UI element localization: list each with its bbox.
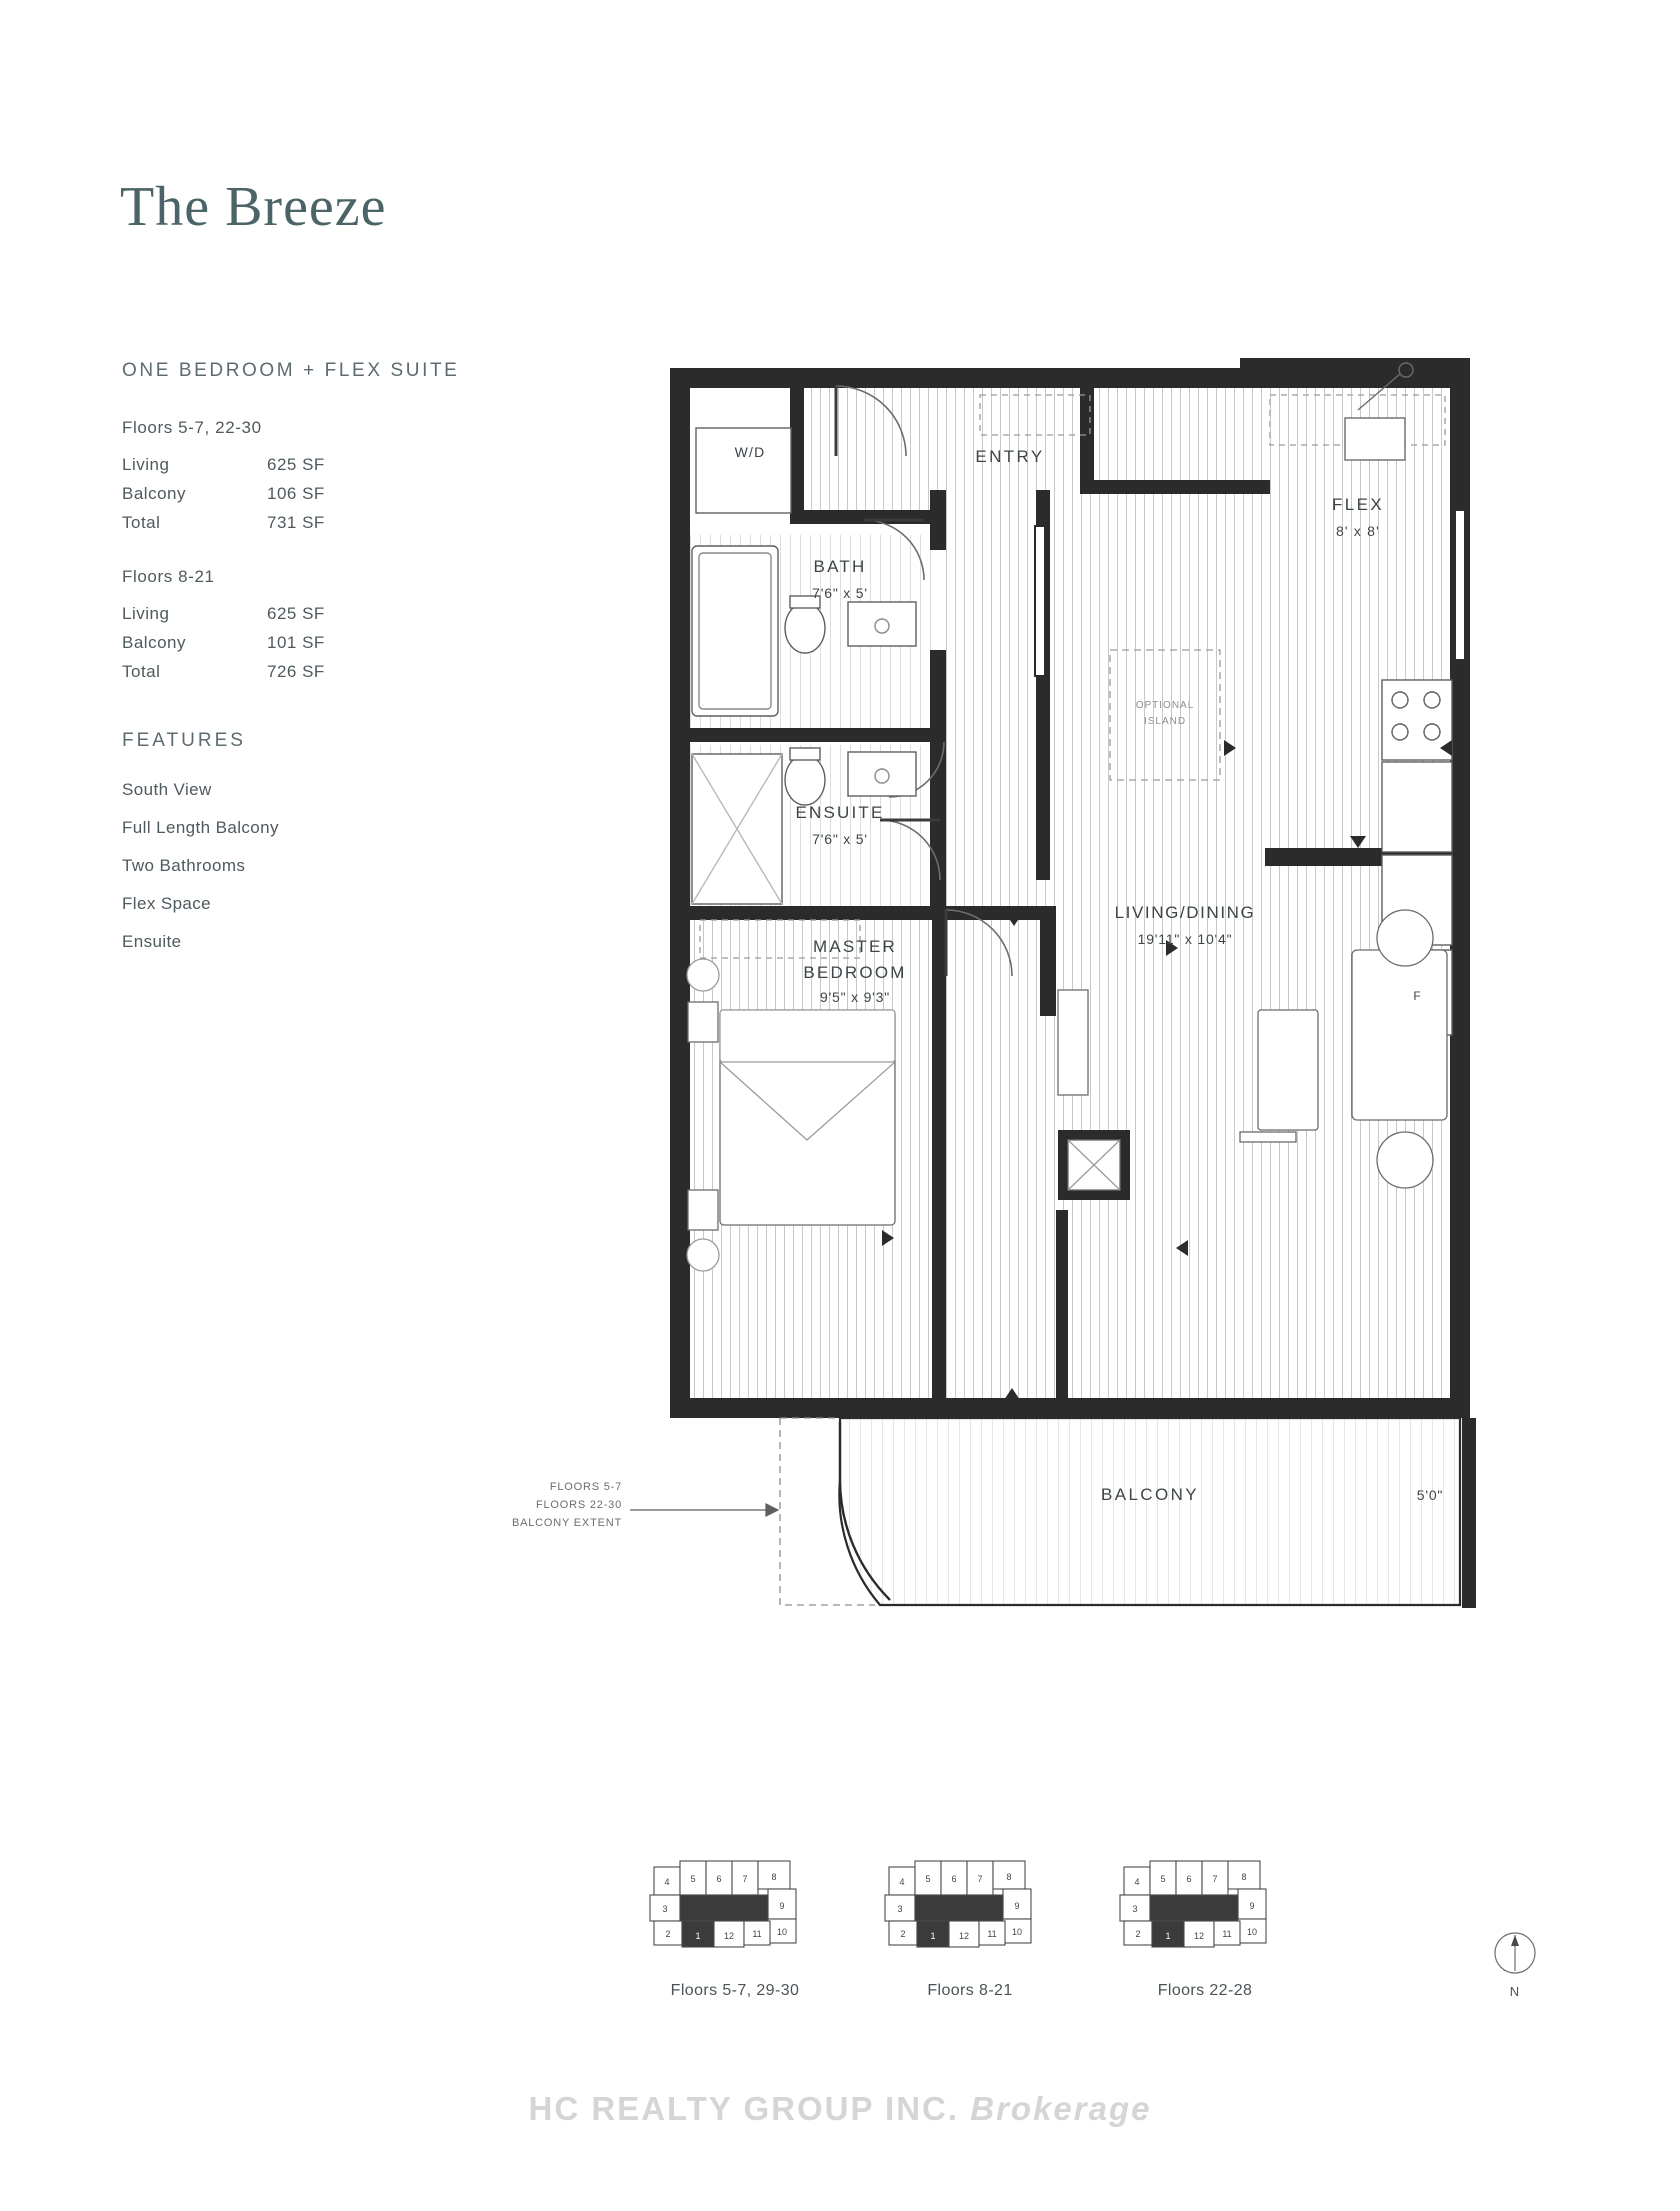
floor-group-1-label: Floors 5-7, 22-30 (122, 418, 262, 437)
label-island-1: OPTIONAL (1135, 700, 1195, 711)
svg-text:3: 3 (662, 1904, 668, 1914)
label-bath: BATH (813, 557, 867, 576)
svg-text:12: 12 (1193, 1931, 1205, 1941)
svg-text:8: 8 (771, 1872, 777, 1882)
svg-text:9: 9 (1249, 1901, 1255, 1911)
svg-text:1: 1 (695, 1931, 701, 1941)
label-balcony: BALCONY (1100, 1485, 1200, 1504)
area-value: 625 SF (267, 604, 325, 623)
svg-text:6: 6 (1186, 1874, 1192, 1884)
feature-item: Ensuite (122, 932, 182, 951)
area-row (122, 513, 482, 533)
svg-text:4: 4 (1134, 1877, 1140, 1887)
key-plate-3-caption: Floors 22-28 (1157, 1982, 1253, 1999)
balcony-outline (780, 1418, 1476, 1608)
svg-text:8: 8 (1241, 1872, 1247, 1882)
balcony-note-leader (630, 1504, 778, 1516)
floor-group-2 (122, 567, 482, 682)
label-island-2: ISLAND (1143, 716, 1187, 727)
area-key: Total (122, 513, 161, 532)
label-balcony-note-3: BALCONY EXTENT (511, 1517, 622, 1529)
floor-plan-drawing (511, 350, 1560, 1770)
svg-text:1: 1 (1165, 1931, 1171, 1941)
watermark-main: HC REALTY GROUP INC. (528, 2090, 960, 2127)
svg-text:7: 7 (742, 1874, 748, 1884)
area-row (122, 604, 482, 624)
area-value: 726 SF (267, 662, 325, 681)
svg-text:11: 11 (752, 1929, 762, 1939)
area-value: 101 SF (267, 633, 325, 652)
feature-item: Two Bathrooms (122, 856, 246, 875)
label-balcony-note-2: FLOORS 22-30 (535, 1499, 622, 1511)
compass-rose (1480, 1930, 1550, 1999)
svg-text:10: 10 (776, 1927, 788, 1937)
compass-icon (1492, 1930, 1538, 1976)
label-balcony-note-1: FLOORS 5-7 (549, 1481, 622, 1493)
area-value: 106 SF (267, 484, 325, 503)
svg-text:12: 12 (958, 1931, 970, 1941)
area-key: Living (122, 604, 170, 623)
label-balcony-depth: 5'0" (1416, 1487, 1444, 1503)
svg-text:8: 8 (1006, 1872, 1012, 1882)
svg-text:9: 9 (1014, 1901, 1020, 1911)
label-flex: FLEX (1331, 495, 1385, 514)
area-key: Balcony (122, 484, 186, 503)
label-master-dims: 9'5" x 9'3" (819, 989, 891, 1005)
label-living: LIVING/DINING (1114, 903, 1256, 922)
svg-text:1: 1 (930, 1931, 936, 1941)
svg-text:10: 10 (1011, 1927, 1023, 1937)
watermark (0, 2090, 1680, 2128)
svg-text:7: 7 (1212, 1874, 1218, 1884)
svg-text:4: 4 (664, 1877, 670, 1887)
feature-item: Flex Space (122, 894, 212, 913)
area-key: Living (122, 455, 170, 474)
svg-text:3: 3 (1132, 1904, 1138, 1914)
watermark-italic: Brokerage (970, 2090, 1152, 2127)
label-entry: ENTRY (975, 447, 1045, 466)
svg-text:10: 10 (1246, 1927, 1258, 1937)
label-wd: W/D (734, 444, 766, 460)
area-key: Total (122, 662, 161, 681)
label-master-1: MASTER (812, 937, 898, 956)
area-value: 731 SF (267, 513, 325, 532)
svg-text:5: 5 (925, 1874, 931, 1884)
floor-group-2-label: Floors 8-21 (122, 567, 215, 586)
area-key: Balcony (122, 633, 186, 652)
svg-text:2: 2 (900, 1929, 906, 1939)
compass-north-label: N (1509, 1984, 1521, 1999)
page-title: The Breeze (120, 176, 387, 238)
area-row (122, 662, 482, 682)
label-master-2: BEDROOM (803, 963, 907, 982)
key-plate-1-caption: Floors 5-7, 29-30 (670, 1982, 800, 1999)
label-bath-dims: 7'6" x 5' (812, 585, 868, 601)
svg-text:12: 12 (723, 1931, 735, 1941)
area-row (122, 484, 482, 504)
label-fridge: F (1413, 989, 1421, 1003)
area-value: 625 SF (267, 455, 325, 474)
svg-text:2: 2 (665, 1929, 671, 1939)
features-heading: FEATURES (122, 730, 246, 751)
feature-item: South View (122, 780, 212, 799)
key-plate-2-caption: Floors 8-21 (927, 1982, 1013, 1999)
area-row (122, 633, 482, 653)
key-plate-2 (875, 1855, 1065, 2000)
svg-text:7: 7 (977, 1874, 983, 1884)
floor-group-1 (122, 418, 482, 533)
suite-info-panel (122, 360, 482, 970)
svg-text:3: 3 (897, 1904, 903, 1914)
key-plate-group (600, 1855, 1420, 2055)
label-living-dims: 19'11" x 10'4" (1137, 931, 1233, 947)
svg-text:5: 5 (1160, 1874, 1166, 1884)
svg-text:5: 5 (690, 1874, 696, 1884)
svg-text:6: 6 (716, 1874, 722, 1884)
label-flex-dims: 8' x 8' (1335, 523, 1381, 539)
svg-text:11: 11 (987, 1929, 997, 1939)
svg-text:4: 4 (899, 1877, 905, 1887)
key-plate-3 (1110, 1855, 1300, 2000)
svg-text:11: 11 (1222, 1929, 1232, 1939)
svg-text:6: 6 (951, 1874, 957, 1884)
label-ensuite-dims: 7'6" x 5' (812, 831, 868, 847)
suite-type-heading: ONE BEDROOM + FLEX SUITE (122, 360, 460, 381)
svg-text:9: 9 (779, 1901, 785, 1911)
key-plate-1 (640, 1855, 830, 2000)
svg-text:2: 2 (1135, 1929, 1141, 1939)
area-row (122, 455, 482, 475)
feature-item: Full Length Balcony (122, 818, 279, 837)
label-ensuite: ENSUITE (795, 803, 885, 822)
floor-fill-group (680, 385, 1465, 1415)
